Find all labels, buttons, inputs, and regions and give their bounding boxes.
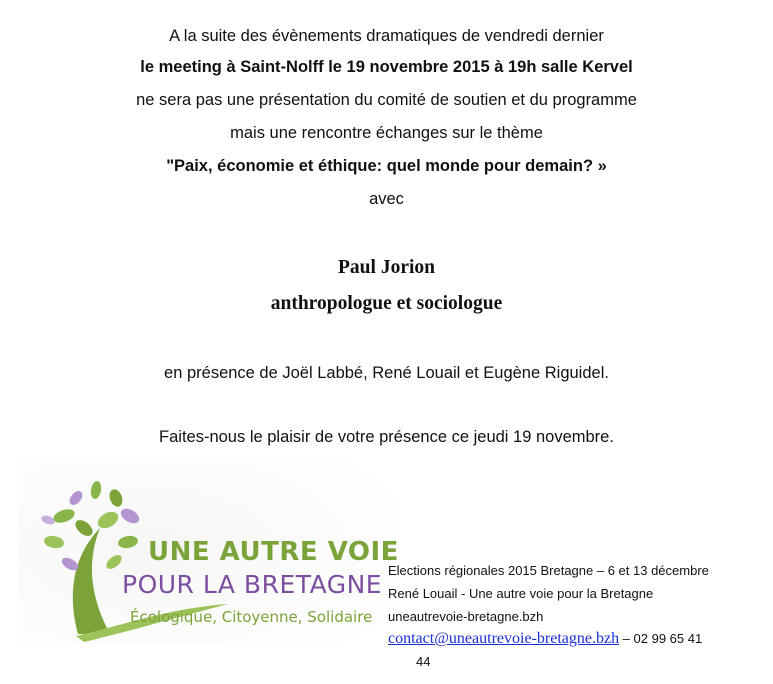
speaker-name: Paul Jorion — [338, 257, 435, 278]
phone-number: – 02 99 65 41 — [619, 631, 703, 646]
notice-line: ne sera pas une présentation du comité de soutien et du programme — [136, 91, 637, 109]
theme-title: "Paix, économie et éthique: quel monde pour demain? » — [166, 157, 607, 175]
invite-line: Faites-nous le plaisir de votre présence ce jeudi 19 novembre. — [159, 428, 614, 446]
presence-line: en présence de Joël Labbé, René Louail et Eugène Riguidel. — [164, 364, 609, 382]
contact-line — [388, 630, 702, 648]
elections-line: Elections régionales 2015 Bretagne – 6 et 13 décembre — [388, 563, 709, 578]
candidate-line: René Louail - Une autre voie pour la Bretagne — [388, 586, 654, 601]
logo-title-line2: POUR LA BRETAGNE — [122, 570, 383, 599]
logo-title-line1: UNE AUTRE VOIE — [148, 537, 399, 567]
logo-tagline: Écologique, Citoyenne, Solidaire — [130, 608, 373, 626]
with-line: avec — [369, 190, 404, 208]
email-link[interactable]: contact@uneautrevoie-bretagne.bzh — [388, 630, 620, 647]
speaker-title: anthropologue et sociologue — [270, 293, 503, 314]
page-number: 44 — [416, 654, 431, 669]
website-line: uneautrevoie-bretagne.bzh — [388, 609, 544, 624]
meeting-details: le meeting à Saint-Nolff le 19 novembre 2015 à 19h salle Kervel — [140, 58, 633, 76]
theme-intro: mais une rencontre échanges sur le thème — [230, 124, 543, 142]
logo — [18, 458, 398, 644]
intro-line: A la suite des évènements dramatiques de vendredi dernier — [169, 27, 604, 45]
